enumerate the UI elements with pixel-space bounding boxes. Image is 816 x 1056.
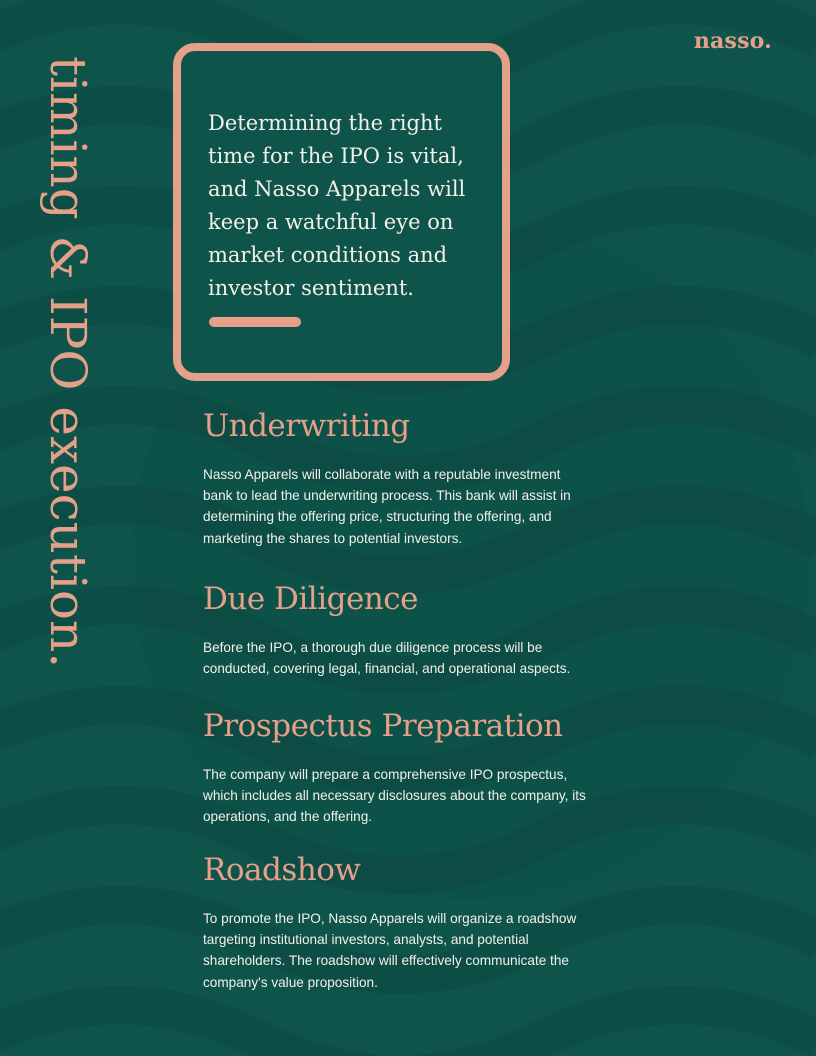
section-body: The company will prepare a comprehensive IPO prospectus, which includes all necessary disclosures about the company, its operations, and the offering. <box>203 767 586 825</box>
quote-accent-bar <box>209 317 301 327</box>
section-body: To promote the IPO, Nasso Apparels will organize a roadshow targeting institutional investors, analysts, and potential shareholders. The roadshow will effectively communicate the company's value proposition. <box>203 911 577 990</box>
vertical-page-title: timing & IPO execution. <box>39 56 97 669</box>
quote-text: Determining the right time for the IPO is vital, and Nasso Apparels will keep a watchful eye on market conditions and investor sentiment. <box>208 111 466 300</box>
section-underwriting <box>203 406 593 549</box>
quote-card <box>173 43 510 381</box>
section-due-diligence <box>203 579 593 679</box>
section-body: Before the IPO, a thorough due diligence process will be conducted, covering legal, financial, and operational aspects. <box>203 640 571 677</box>
section-roadshow <box>203 850 593 993</box>
section-body: Nasso Apparels will collaborate with a reputable investment bank to lead the underwriting process. This bank will assist in determining the offering price, structuring the offering, and marketing the shares to potential investors. <box>203 467 571 546</box>
brand-logo: nasso. <box>693 28 772 54</box>
section-heading: Roadshow <box>203 852 361 888</box>
section-prospectus-preparation <box>203 706 593 828</box>
section-heading: Underwriting <box>203 408 410 444</box>
section-heading: Due Diligence <box>203 581 418 617</box>
section-heading: Prospectus Preparation <box>203 708 563 744</box>
